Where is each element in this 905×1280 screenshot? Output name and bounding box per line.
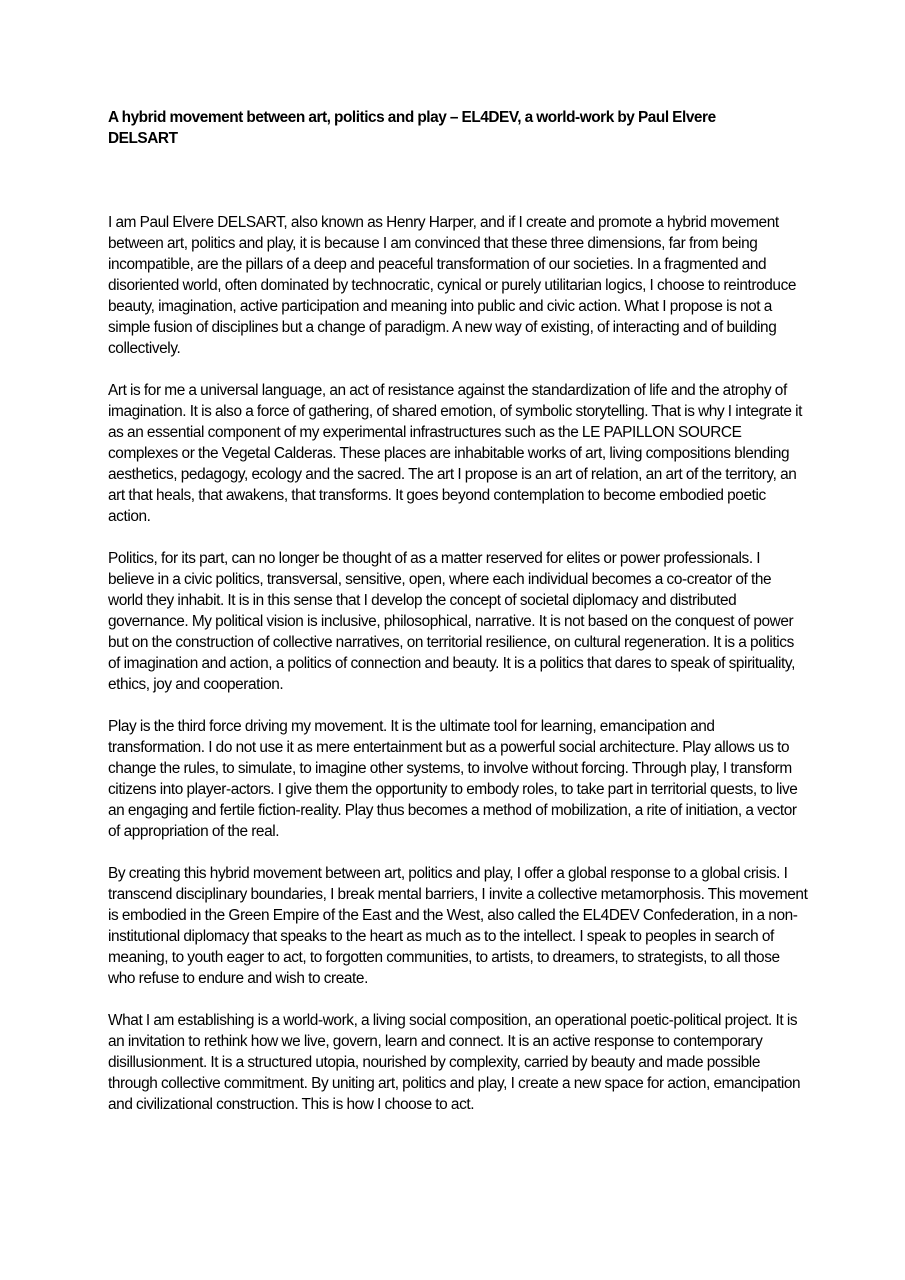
document-title: A hybrid movement between art, politics and play – EL4DEV, a world-work by Paul Elvere DELSART (108, 109, 716, 147)
document-body (108, 212, 808, 1136)
paragraph-art: Art is for me a universal language, an act of resistance against the standardization of life and the atrophy of imagination. It is also a force of gathering, of shared emotion, of symbolic storytelling. That is why I integrate it as an essential component of my experimental infrastructures such as the LE PAPILLON SOURCE complexes or the Vegetal Calderas. These places are inhabitable works of art, living compositions blending aesthetics, pedagogy, ecology and the sacred. The art I propose is an art of relation, an art of the territory, an art that heals, that awakens, that transforms. It goes beyond contemplation to become embodied poetic action. (108, 382, 803, 525)
paragraph-intro: I am Paul Elvere DELSART, also known as Henry Harper, and if I create and promote a hybrid movement between art, politics and play, it is because I am convinced that these three dimensions, far from being incompatible, are the pillars of a deep and peaceful transformation of our societies. In a fragmented and disoriented world, often dominated by technocratic, cynical or purely utilitarian logics, I choose to reintroduce beauty, imagination, active participation and meaning into public and civic action. What I propose is not a simple fusion of disciplines but a change of paradigm. A new way of existing, of interacting and of building collectively. (108, 214, 797, 357)
paragraph-politics: Politics, for its part, can no longer be thought of as a matter reserved for elites or power professionals. I believe in a civic politics, transversal, sensitive, open, where each individual becomes a co-creator of the world they inhabit. It is in this sense that I develop the concept of societal diplomacy and distributed governance. My political vision is inclusive, philosophical, narrative. It is not based on the conquest of power but on the construction of collective narratives, on territorial resilience, on cultural regeneration. It is a politics of imagination and action, a politics of connection and beauty. It is a politics that dares to speak of spirituality, ethics, joy and cooperation. (108, 550, 795, 693)
paragraph-conclusion: What I am establishing is a world-work, a living social composition, an operational poetic-political project. It is an invitation to rethink how we live, govern, learn and connect. It is an active response to contemporary disillusionment. It is a structured utopia, nourished by complexity, carried by beauty and made possible through collective commitment. By uniting art, politics and play, I create a new space for action, emancipation and civilizational construction. This is how I choose to act. (108, 1012, 801, 1113)
paragraph-play: Play is the third force driving my movement. It is the ultimate tool for learning, emancipation and transformation. I do not use it as mere entertainment but as a powerful social architecture. Play allows us to change the rules, to simulate, to imagine other systems, to involve without forcing. Through play, I transform citizens into player-actors. I give them the opportunity to embody roles, to take part in territorial quests, to live an engaging and fertile fiction-reality. Play thus becomes a method of mobilization, a rite of initiation, a vector of appropriation of the real. (108, 718, 798, 840)
paragraph-hybrid-movement: By creating this hybrid movement between art, politics and play, I offer a global response to a global crisis. I transcend disciplinary boundaries, I break mental barriers, I invite a collective metamorphosis. This movement is embodied in the Green Empire of the East and the West, also called the EL4DEV Confederation, in a non-institutional diplomacy that speaks to the heart as much as to the intellect. I speak to peoples in search of meaning, to youth eager to act, to forgotten communities, to artists, to dreamers, to strategists, to all those who refuse to endure and wish to create. (108, 865, 808, 987)
